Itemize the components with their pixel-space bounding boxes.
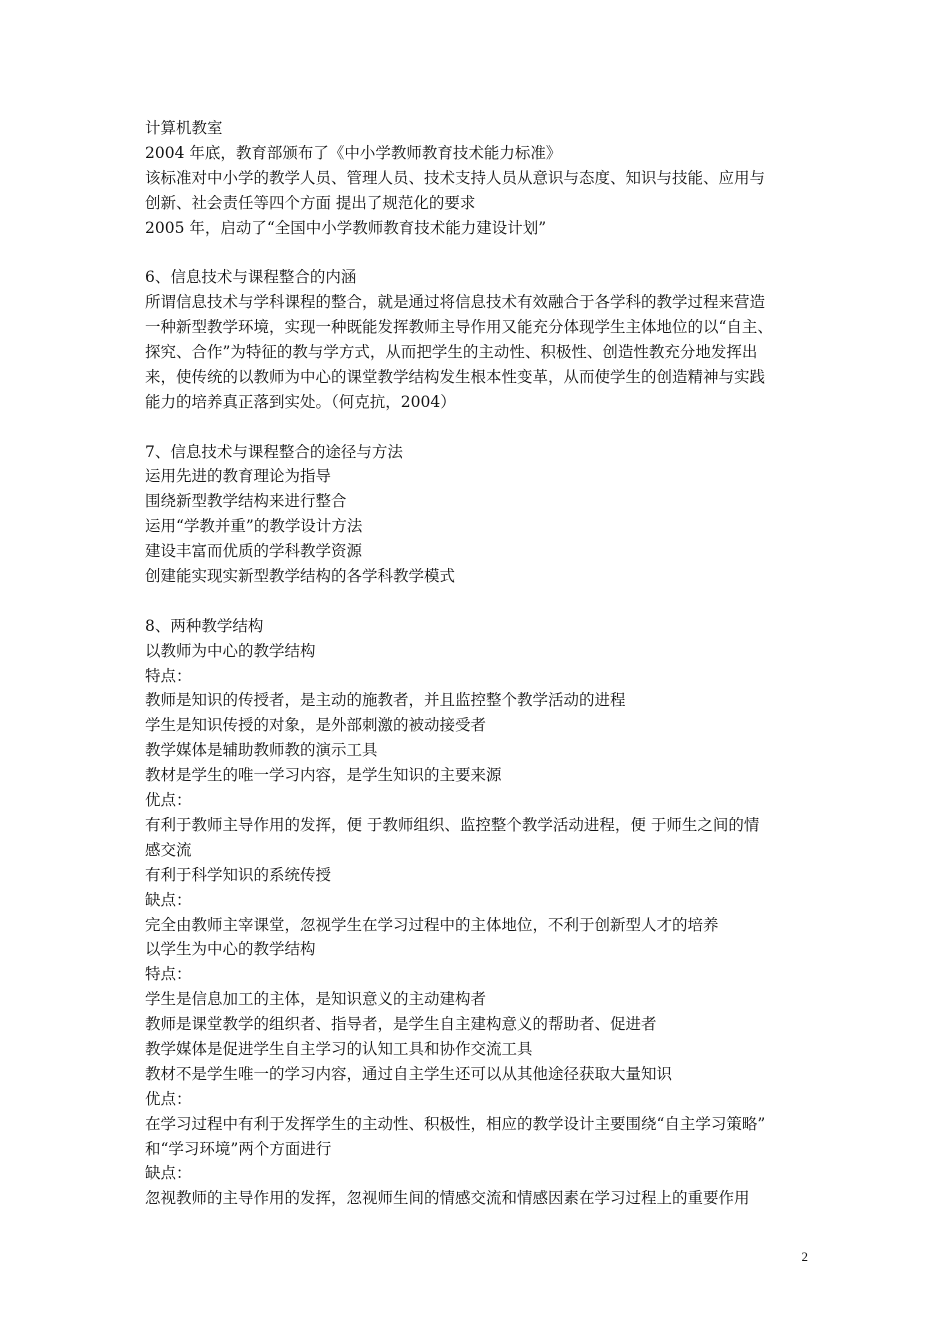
text-line: 优点：	[145, 791, 192, 810]
text-line: 教师是知识的传授者，是主动的施教者，并且监控整个教学活动的进程	[145, 691, 626, 710]
text-line: 特点：	[145, 965, 192, 984]
text-line: 学生是信息加工的主体，是知识意义的主动建构者	[145, 990, 487, 1009]
section-heading: 8、两种教学结构	[145, 616, 264, 635]
text-line: 教材不是学生唯一的学习内容，通过自主学生还可以从其他途径获取大量知识	[145, 1064, 673, 1083]
text-line: 以学生为中心的教学结构	[145, 940, 316, 959]
text-line: 能力的培养真正落到实处。（何克抗，2004）	[145, 392, 456, 411]
text-line: 围绕新型教学结构来进行整合	[145, 492, 347, 511]
section-heading: 7、信息技术与课程整合的途径与方法	[145, 442, 403, 461]
text-line: 计算机教室	[145, 119, 223, 137]
text-line: 以教师为中心的教学结构	[145, 641, 316, 660]
text-line: 运用先进的教育理论为指导	[145, 467, 332, 486]
text-line: 2004 年底，教育部颁布了《中小学教师教育技术能力标准》	[145, 143, 562, 162]
text-line: 学生是知识传授的对象，是外部刺激的被动接受者	[145, 716, 487, 735]
text-line: 缺点：	[145, 890, 192, 909]
text-line: 运用“学教并重”的教学设计方法	[145, 517, 363, 536]
text-line: 特点：	[145, 666, 192, 685]
text-line: 建设丰富而优质的学科教学资源	[145, 542, 363, 561]
text-line: 教学媒体是促进学生自主学习的认知工具和协作交流工具	[145, 1039, 533, 1058]
blank-line	[145, 240, 815, 265]
text-line: 感交流	[145, 840, 192, 859]
page-number: 2	[801, 1249, 808, 1264]
text-line: 来，使传统的以教师为中心的课堂教学结构发生根本性变革，从而使学生的创造精神与实践	[145, 367, 766, 386]
blank-line	[145, 415, 815, 440]
text-line: 缺点：	[145, 1164, 192, 1183]
text-line: 在学习过程中有利于发挥学生的主动性、积极性，相应的教学设计主要围绕“自主学习策略”	[145, 1114, 766, 1133]
document-body	[145, 116, 815, 1211]
text-line: 忽视教师的主导作用的发挥，忽视师生间的情感交流和情感因素在学习过程上的重要作用	[145, 1189, 750, 1208]
text-line: 教师是课堂教学的组织者、指导者，是学生自主建构意义的帮助者、促进者	[145, 1015, 657, 1034]
text-line: 优点：	[145, 1089, 192, 1108]
text-line: 创新、社会责任等四个方面 提出了规范化的要求	[145, 193, 476, 212]
text-line: 有利于教师主导作用的发挥，便 于教师组织、监控整个教学活动进程，便 于师生之间的情	[145, 815, 760, 834]
text-line: 教材是学生的唯一学习内容，是学生知识的主要来源	[145, 766, 502, 785]
text-line: 一种新型教学环境，实现一种既能发挥教师主导作用又能充分体现学生主体地位的以“自主、	[145, 318, 773, 337]
section-heading: 6、信息技术与课程整合的内涵	[145, 268, 357, 287]
text-line: 和“学习环境”两个方面进行	[145, 1139, 332, 1158]
text-line: 完全由教师主宰课堂，忽视学生在学习过程中的主体地位，不利于创新型人才的培养	[145, 915, 719, 934]
text-line: 2005 年，启动了“全国中小学教师教育技术能力建设计划”	[145, 218, 547, 237]
text-line: 探究、合作”为特征的教与学方式，从而把学生的主动性、积极性、创造性教充分地发挥出	[145, 343, 758, 362]
text-line: 所谓信息技术与学科课程的整合，就是通过将信息技术有效融合于各学科的教学过程来营造	[145, 293, 766, 312]
text-line: 有利于科学知识的系统传授	[145, 865, 332, 884]
text-line: 该标准对中小学的教学人员、管理人员、技术支持人员从意识与态度、知识与技能、应用与	[145, 168, 766, 187]
text-line: 教学媒体是辅助教师教的演示工具	[145, 741, 378, 760]
text-line: 创建能实现实新型教学结构的各学科教学模式	[145, 567, 456, 586]
blank-line	[145, 589, 815, 614]
